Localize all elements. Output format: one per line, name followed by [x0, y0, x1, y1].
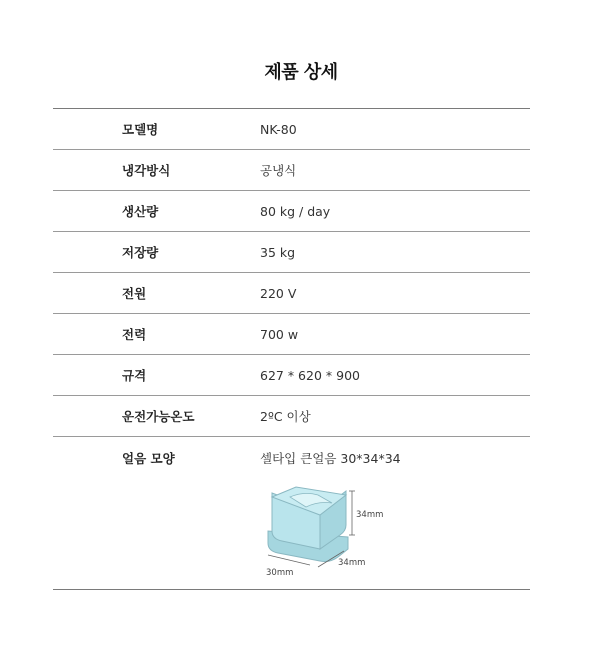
dimension-height-label: 34mm: [356, 510, 384, 520]
spec-row-storage: [53, 232, 530, 273]
spec-value: 공냉식: [260, 163, 297, 178]
dimension-depth-label: 34mm: [338, 558, 366, 568]
spec-row-power: [53, 314, 530, 355]
spec-label: 생산량: [122, 204, 159, 219]
spec-label: 전원: [122, 286, 147, 301]
spec-value: 셀타입 큰얼음 30*34*34: [260, 451, 401, 466]
spec-label: 전력: [122, 327, 147, 342]
spec-value: 627 * 620 * 900: [260, 367, 360, 383]
spec-row-power-supply: [53, 273, 530, 314]
spec-label: 규격: [122, 368, 147, 383]
spec-label: 모델명: [122, 122, 159, 137]
spec-value: 80 kg / day: [260, 203, 331, 219]
spec-value: NK-80: [260, 121, 297, 137]
spec-row-production: [53, 191, 530, 232]
spec-value: 2ºC 이상: [260, 409, 311, 424]
spec-label: 운전가능온도: [122, 409, 195, 424]
spec-value: 700 w: [260, 326, 299, 342]
spec-label: 냉각방식: [122, 163, 171, 178]
page-title: 제품 상세: [264, 62, 338, 83]
spec-value-container: [260, 437, 410, 575]
spec-row-ice-shape: [53, 437, 530, 590]
ice-cube-illustration: [260, 485, 410, 575]
spec-row-model: [53, 109, 530, 150]
spec-row-size: [53, 355, 530, 396]
spec-row-cooling: [53, 150, 530, 191]
spec-label: 얼음 모양: [122, 451, 175, 466]
spec-row-temperature: [53, 396, 530, 437]
spec-value: 35 kg: [260, 244, 296, 260]
spec-table: [53, 108, 530, 590]
dimension-width-label: 30mm: [266, 568, 294, 575]
spec-label: 저장량: [122, 245, 159, 260]
spec-value: 220 V: [260, 285, 297, 301]
